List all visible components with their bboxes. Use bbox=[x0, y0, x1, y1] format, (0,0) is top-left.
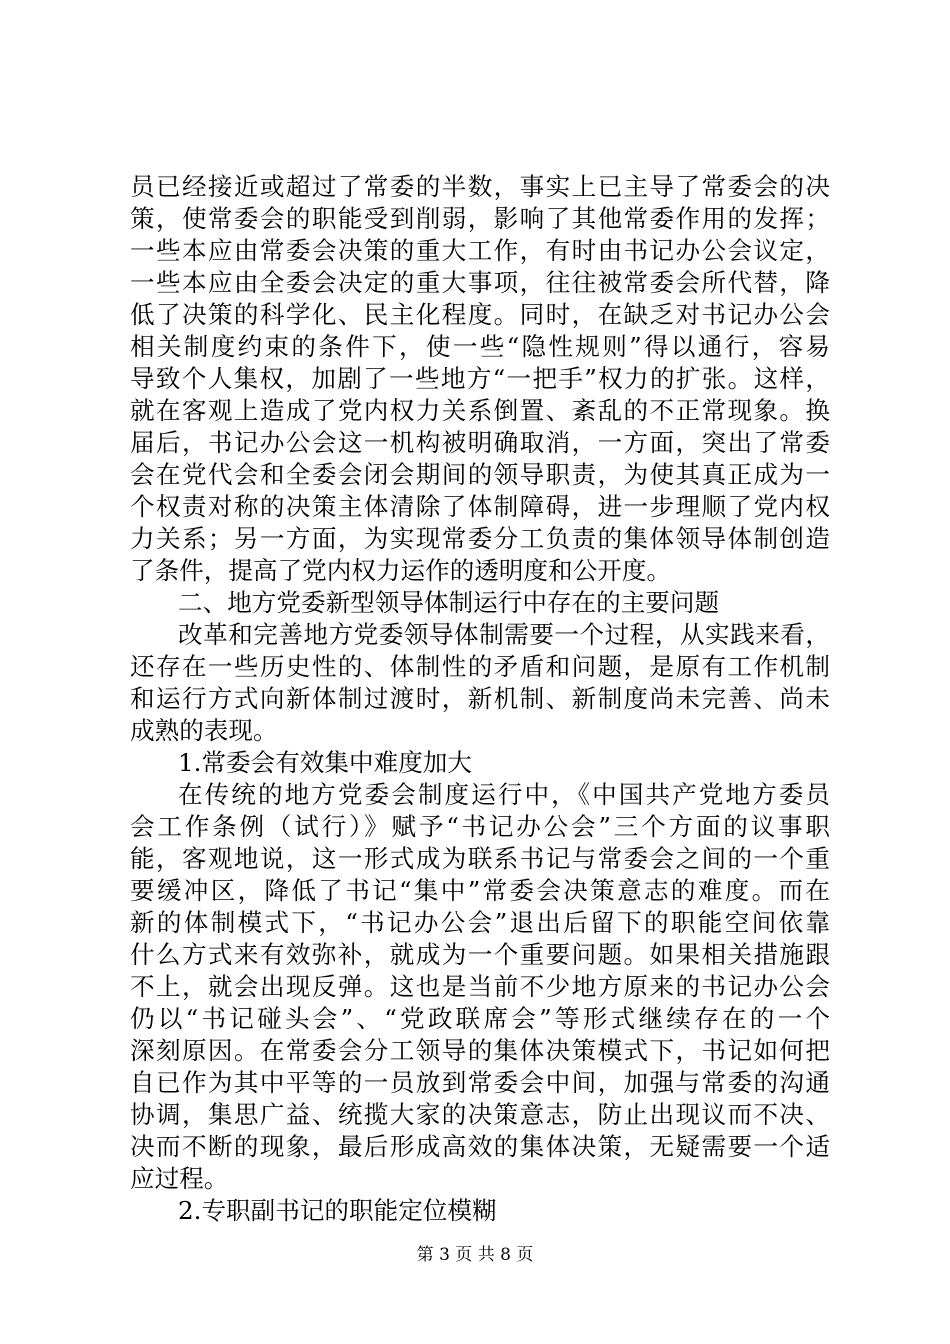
text-line: 决而不断的现象，最后形成高效的集体决策，无疑需要一个适 bbox=[130, 1132, 830, 1161]
text-line: 新的体制模式下，“书记办公会”退出后留下的职能空间依靠 bbox=[130, 908, 830, 937]
text-line: 在传统的地方党委会制度运行中，《中国共产党地方委员 bbox=[178, 780, 830, 809]
text-line: 还存在一些历史性的、体制性的矛盾和问题，是原有工作机制 bbox=[130, 652, 830, 681]
text-line: 个权责对称的决策主体清除了体制障碍，进一步理顺了党内权 bbox=[130, 492, 830, 521]
text-line: 成熟的表现。 bbox=[130, 716, 278, 745]
subsection-heading: 2.专职副书记的职能定位模糊 bbox=[178, 1196, 497, 1225]
text-line: 低了决策的科学化、民主化程度。同时，在缺乏对书记办公会 bbox=[130, 300, 830, 329]
text-line: 会在党代会和全委会闭会期间的领导职责，为使其真正成为一 bbox=[130, 460, 830, 489]
text-line: 深刻原因。在常委会分工领导的集体决策模式下，书记如何把 bbox=[130, 1036, 830, 1065]
text-line: 员已经接近或超过了常委的半数，事实上已主导了常委会的决 bbox=[130, 172, 830, 201]
text-line: 自已作为其中平等的一员放到常委会中间，加强与常委的沟通 bbox=[130, 1068, 830, 1097]
text-line: 就在客观上造成了党内权力关系倒置、紊乱的不正常现象。换 bbox=[130, 396, 830, 425]
subsection-heading: 1.常委会有效集中难度加大 bbox=[178, 748, 472, 777]
text-line: 能，客观地说，这一形式成为联系书记与常委会之间的一个重 bbox=[130, 844, 830, 873]
text-line: 了条件，提高了党内权力运作的透明度和公开度。 bbox=[130, 556, 672, 585]
section-heading: 二、地方党委新型领导体制运行中存在的主要问题 bbox=[178, 588, 720, 617]
text-line: 导致个人集权，加剧了一些地方“一把手”权力的扩张。这样， bbox=[130, 364, 830, 393]
text-line: 要缓冲区，降低了书记“集中”常委会决策意志的难度。而在 bbox=[130, 876, 830, 905]
text-line: 一些本应由全委会决定的重大事项，往往被常委会所代替，降 bbox=[130, 268, 830, 297]
text-line: 相关制度约束的条件下，使一些“隐性规则”得以通行，容易 bbox=[130, 332, 830, 361]
text-line: 策，使常委会的职能受到削弱，影响了其他常委作用的发挥； bbox=[130, 204, 830, 233]
text-line: 什么方式来有效弥补，就成为一个重要问题。如果相关措施跟 bbox=[130, 940, 830, 969]
text-line: 改革和完善地方党委领导体制需要一个过程，从实践来看， bbox=[178, 620, 830, 649]
text-line: 协调，集思广益、统揽大家的决策意志，防止出现议而不决、 bbox=[130, 1100, 830, 1129]
page-footer: 第 3 页 共 8 页 bbox=[416, 1245, 534, 1265]
text-line: 一些本应由常委会决策的重大工作，有时由书记办公会议定， bbox=[130, 236, 830, 265]
text-line: 不上，就会出现反弹。这也是当前不少地方原来的书记办公会 bbox=[130, 972, 830, 1001]
text-line: 会工作条例（试行）》赋予“书记办公会”三个方面的议事职 bbox=[130, 812, 830, 841]
text-line: 力关系；另一方面，为实现常委分工负责的集体领导体制创造 bbox=[130, 524, 830, 553]
text-line: 仍以“书记碰头会”、“党政联席会”等形式继续存在的一个 bbox=[130, 1004, 830, 1033]
text-line: 和运行方式向新体制过渡时，新机制、新制度尚未完善、尚未 bbox=[130, 684, 830, 713]
text-line: 应过程。 bbox=[130, 1164, 229, 1193]
text-line: 届后，书记办公会这一机构被明确取消，一方面，突出了常委 bbox=[130, 428, 830, 457]
